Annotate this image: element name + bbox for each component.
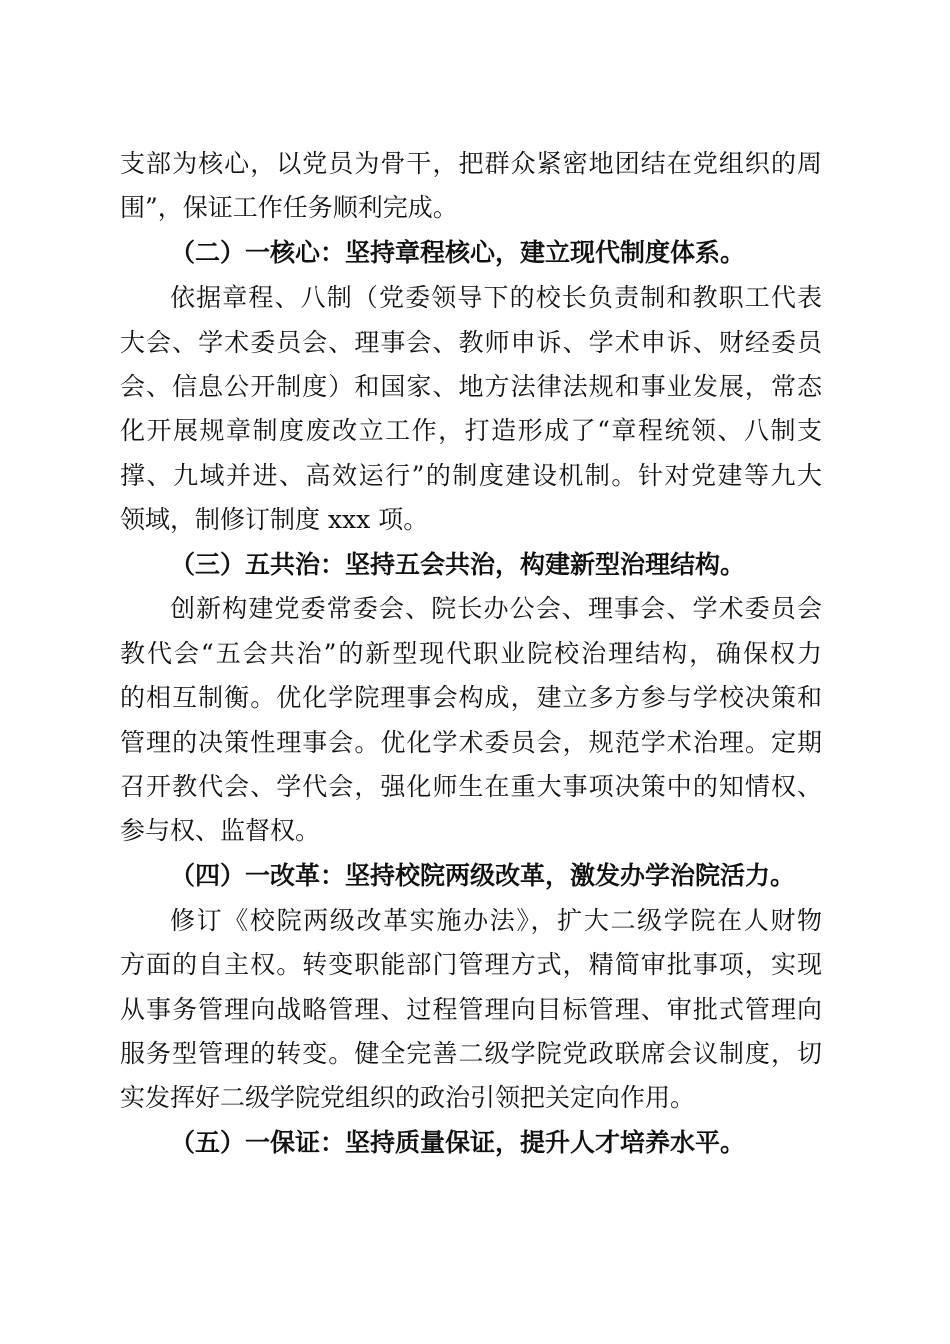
paragraph-line: 创新构建党委常委会、院长办公会、理事会、学术委员会: [170, 594, 822, 623]
section-heading-5: （五）一保证：坚持质量保证，提升人才培养水平。: [170, 1128, 746, 1157]
paragraph-line: 参与权、监督权。: [120, 816, 321, 845]
paragraph-line: 召开教代会、学代会，强化师生在重大事项决策中的知情权、: [120, 772, 822, 801]
paragraph-line: 的相互制衡。优化学院理事会构成，建立多方参与学校决策和: [120, 683, 822, 712]
paragraph-line: 修订《校院两级改革实施办法》，扩大二级学院在人财物: [170, 906, 822, 935]
paragraph-line: 从事务管理向战略管理、过程管理向目标管理、审批式管理向: [120, 995, 822, 1024]
paragraph-line: 会、信息公开制度）和国家、地方法律法规和事业发展，常态: [120, 372, 822, 401]
paragraph-line: 服务型管理的转变。健全完善二级学院党政联席会议制度，切: [120, 1039, 822, 1068]
section-heading-2: （二）一核心：坚持章程核心，建立现代制度体系。: [170, 238, 746, 267]
paragraph-line: 围”，保证工作任务顺利完成。: [120, 193, 458, 222]
paragraph-line: 教代会“五会共治”的新型现代职业院校治理结构，确保权力: [120, 639, 822, 668]
paragraph-line: 支部为核心，以党员为骨干，把群众紧密地团结在党组织的周: [120, 149, 822, 178]
section-heading-3: （三）五共治：坚持五会共治，构建新型治理结构。: [170, 550, 746, 579]
paragraph-line: 管理的决策性理事会。优化学术委员会，规范学术治理。定期: [120, 728, 822, 757]
paragraph-line: 撑、九域并进、高效运行”的制度建设机制。针对党建等九大: [120, 461, 822, 490]
section-heading-4: （四）一改革：坚持校院两级改革，激发办学治院活力。: [170, 861, 796, 890]
paragraph-line: 领域，制修订制度 xxx 项。: [120, 505, 429, 534]
paragraph-line: 大会、学术委员会、理事会、教师申诉、学术申诉、财经委员: [120, 328, 822, 357]
paragraph-line: 依据章程、八制（党委领导下的校长负责制和教职工代表: [170, 283, 822, 312]
paragraph-line: 方面的自主权。转变职能部门管理方式，精简审批事项，实现: [120, 950, 822, 979]
paragraph-line: 实发挥好二级学院党组织的政治引领把关定向作用。: [120, 1083, 696, 1112]
paragraph-line: 化开展规章制度废改立工作，打造形成了“章程统领、八制支: [120, 416, 822, 445]
